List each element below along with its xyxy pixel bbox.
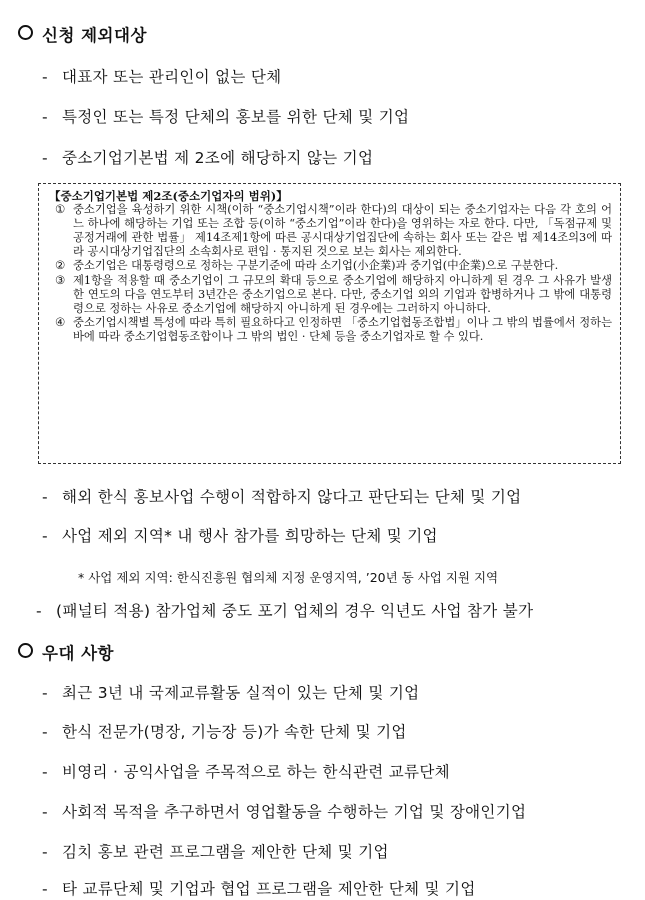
list-item	[42, 840, 389, 862]
dash-bullet: -	[42, 684, 48, 702]
list-item	[42, 800, 526, 822]
item-text: 사업 제외 지역* 내 행사 참가를 희망하는 단체 및 기업	[62, 527, 438, 545]
dash-bullet: -	[42, 527, 48, 545]
section-title: 우대 사항	[42, 644, 115, 663]
dash-bullet: -	[36, 602, 42, 620]
item-text: 대표자 또는 관리인이 없는 단체	[62, 68, 282, 86]
dash-bullet: -	[42, 68, 48, 86]
paragraph-text: 중소기업은 대통령령으로 정하는 구분기준에 따라 소기업(小企業)과 중기업(中企業)으로 구분한다.	[73, 259, 559, 273]
list-item	[42, 760, 450, 782]
item-text: 해외 한식 홍보사업 수행이 적합하지 않다고 판단되는 단체 및 기업	[62, 488, 522, 506]
list-item	[42, 485, 521, 507]
paragraph-number: ①	[55, 203, 66, 217]
list-item	[42, 681, 419, 703]
dash-bullet: -	[42, 149, 48, 167]
item-text: 사회적 목적을 추구하면서 영업활동을 수행하는 기업 및 장애인기업	[62, 803, 527, 821]
list-item	[42, 877, 476, 899]
dash-bullet: -	[42, 108, 48, 126]
item-text: 한식 전문가(명장, 기능장 등)가 속한 단체 및 기업	[62, 723, 407, 741]
item-text: 비영리 · 공익사업을 주목적으로 하는 한식관련 교류단체	[62, 763, 450, 781]
section-heading-exclusions	[18, 22, 147, 46]
section-title: 신청 제외대상	[42, 26, 147, 45]
law-paragraph	[49, 274, 612, 316]
paragraph-number: ④	[55, 315, 66, 329]
dash-bullet: -	[42, 723, 48, 741]
list-item	[42, 65, 281, 87]
item-text: 김치 홍보 관련 프로그램을 제안한 단체 및 기업	[62, 843, 389, 861]
paragraph-text: 제1항을 적용할 때 중소기업이 그 규모의 확대 등으로 중소기업에 해당하지 아니하게 된 경우 그 사유가 발생한 연도의 다음 연도부터 3년간은 중소기업으로 본다. 다만, 중소기업 외의 기업과 합병하거나 그 밖에 대통령령으로 정하는 사유로 중소기업에 해당하지 아니하게 된 경우에는 그러하지 아니하다.	[73, 273, 612, 315]
law-excerpt-title: 【중소기업기본법 제2조(중소기업자의 범위)】	[49, 189, 288, 203]
item-text: 중소기업기본법 제 2조에 해당하지 않는 기업	[62, 149, 374, 167]
dash-bullet: -	[42, 803, 48, 821]
list-item	[36, 599, 533, 621]
list-item	[42, 146, 373, 168]
footnote: * 사업 제외 지역: 한식진흥원 협의체 지정 운영지역, ’20년 동 사업 지원 지역	[78, 570, 499, 585]
circle-bullet-icon	[18, 25, 33, 40]
list-item	[42, 105, 409, 127]
law-paragraph	[49, 259, 612, 273]
law-excerpt-box	[38, 183, 621, 464]
item-text: 최근 3년 내 국제교류활동 실적이 있는 단체 및 기업	[62, 684, 420, 702]
law-paragraph	[49, 203, 612, 259]
dash-bullet: -	[42, 488, 48, 506]
circle-bullet-icon	[18, 643, 33, 658]
item-text: (패널티 적용) 참가업체 중도 포기 업체의 경우 익년도 사업 참가 불가	[56, 602, 534, 620]
section-heading-preferences	[18, 640, 114, 664]
law-paragraph	[49, 316, 612, 344]
paragraph-number: ③	[55, 273, 66, 287]
dash-bullet: -	[42, 880, 48, 898]
item-text: 특정인 또는 특정 단체의 홍보를 위한 단체 및 기업	[62, 108, 410, 126]
list-item	[42, 720, 407, 742]
dash-bullet: -	[42, 843, 48, 861]
list-item	[42, 524, 438, 546]
paragraph-number: ②	[55, 259, 66, 273]
dash-bullet: -	[42, 763, 48, 781]
paragraph-text: 중소기업시책별 특성에 따라 특히 필요하다고 인정하면 「중소기업협동조합법」이나 그 밖의 법률에서 정하는 바에 따라 중소기업협동조합이나 그 밖의 법인 · 단체 등을 중소기업자로 할 수 있다.	[73, 315, 612, 343]
paragraph-text: 중소기업을 육성하기 위한 시책(이하 “중소기업시책”이라 한다)의 대상이 되는 중소기업자는 다음 각 호의 어느 하나에 해당하는 기업 또는 조합 등(이하 “중소기업”이라 한다)을 영위하는 자로 한다. 다만, 「독점규제 및 공정거래에 관한 법률」 제14조제1항에 따른 공시대상기업집단에 속하는 회사 또는 같은 법 제14조의3에 따라 공시대상기업집단의 소속회사로 편입 · 통지된 것으로 보는 회사는 제외한다.	[73, 203, 612, 259]
item-text: 타 교류단체 및 기업과 협업 프로그램을 제안한 단체 및 기업	[62, 880, 476, 898]
